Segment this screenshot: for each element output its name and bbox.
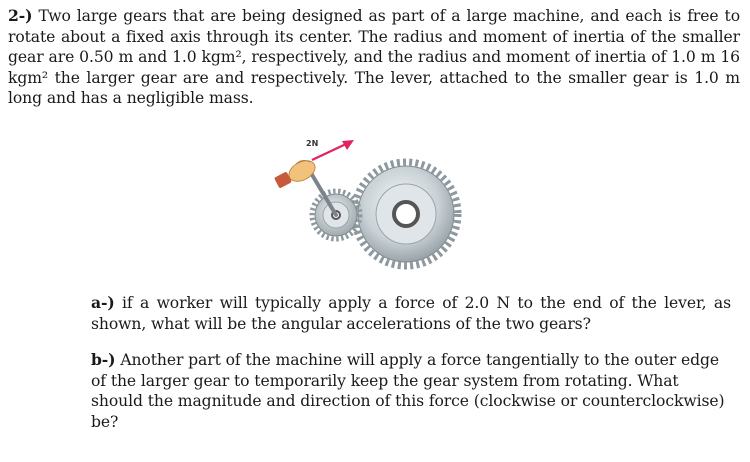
large-gear-icon [354,162,458,266]
hand-icon [274,156,319,188]
gears-figure [268,124,488,282]
gears-illustration [268,124,488,282]
part-b-label: b-) [91,350,116,369]
part-b [91,350,731,432]
problem-statement [8,6,740,109]
part-a [91,293,731,334]
force-arrow-icon [312,140,354,160]
part-a-text: if a worker will typically apply a force of 2.0 N to the end of the lever, as shown, what will be the angular accelerations of the two gears? [91,294,732,333]
force-label: 2N [306,139,319,148]
problem-number: 2-) [8,6,33,25]
part-b-text: Another part of the machine will apply a force tangentially to the outer edge of the larger gear to temporarily keep the gear system from rotating. What should the magnitude and direction of this force (clockwise or counterclockwise) be? [91,351,725,431]
problem-text: Two large gears that are being designed as part of a large machine, and each is free to rotate about a fixed axis through its center. The radius and moment of inertia of the smaller gear are 0.50 m and 1.0 kgm², respectively, and the radius and moment of inertia of 1.0 m 16 kgm² the larger gear are and respectively. The lever, attached to the smaller gear is 1.0 m long and has a negligible mass. [8,7,741,108]
part-a-label: a-) [91,293,115,312]
